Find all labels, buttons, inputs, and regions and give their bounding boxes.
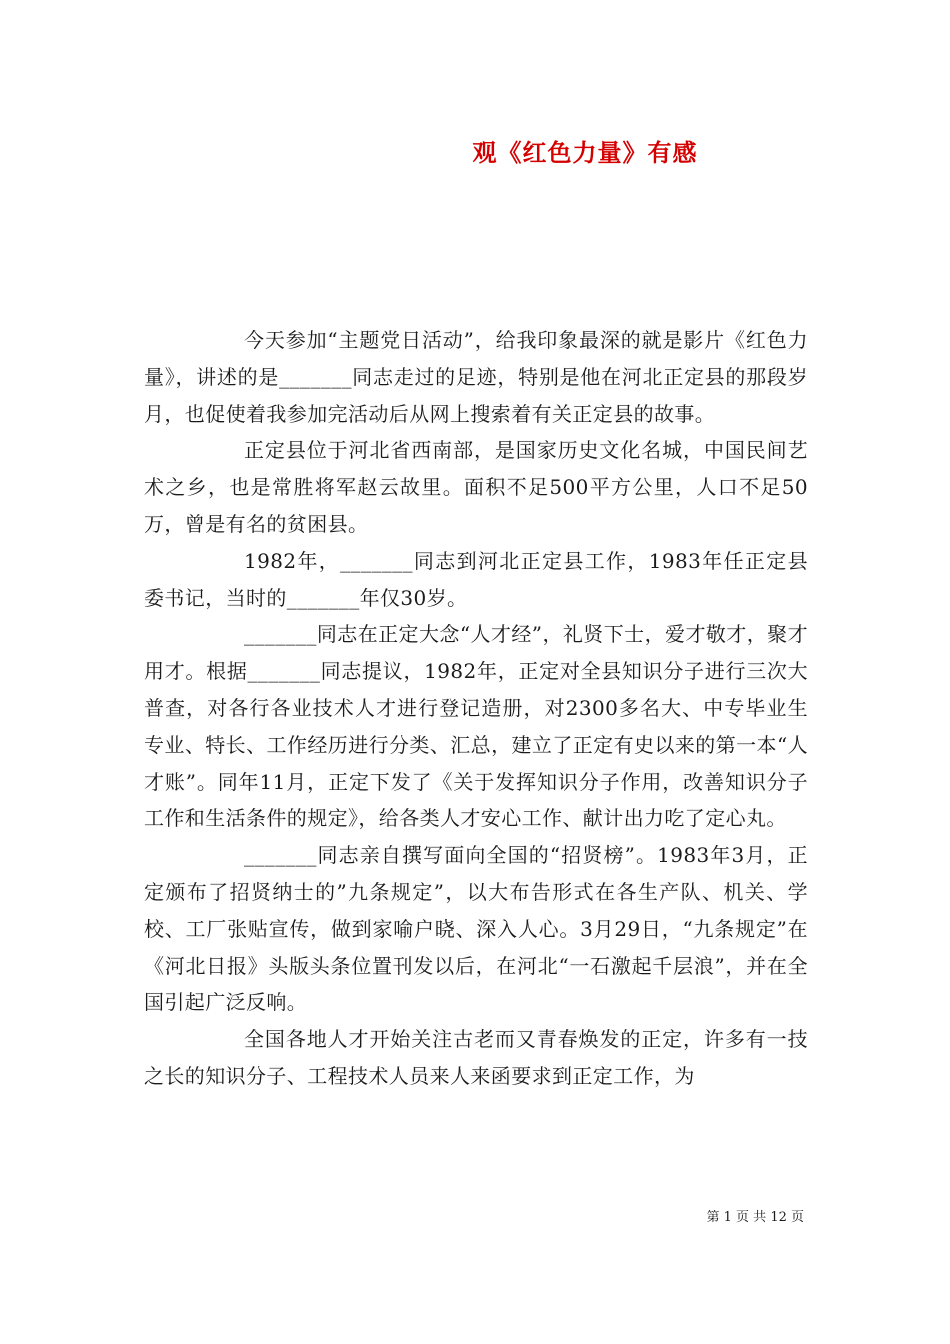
document-body [144,322,808,1095]
document-title: 观《红色力量》有感 [472,138,698,167]
paragraph-2: 正定县位于河北省西南部，是国家历史文化名城，中国民间艺术之乡，也是常胜将军赵云故里。面积不足500平方公里，人口不足50万，曾是有名的贫困县。 [144,438,808,536]
paragraph-5: _______同志亲自撰写面向全国的“招贤榜”。1983年3月，正定颁布了招贤纳士的”九条规定”，以大布告形式在各生产队、机关、学校、工厂张贴宣传，做到家喻户晓、深入人心。3月29日，“九条规定”在《河北日报》头版头条位置刊发以后，在河北“一石激起千层浪”，并在全国引起广泛反响。 [144,843,808,1015]
paragraph-6: 全国各地人才开始关注古老而又青春焕发的正定，许多有一技之长的知识分子、工程技术人员来人来函要求到正定工作，为 [144,1027,808,1088]
paragraph-4: _______同志在正定大念“人才经”，礼贤下士，爱才敬才，聚才用才。根据_______同志提议，1982年，正定对全县知识分子进行三次大普查，对各行各业技术人才进行登记造册，对2300多名大、中专毕业生专业、特长、工作经历进行分类、汇总，建立了正定有史以来的第一本“人才账”。同年11月，正定下发了《关于发挥知识分子作用，改善知识分子工作和生活条件的规定》，给各类人才安心工作、献计出力吃了定心丸。 [144,622,808,831]
page-number-footer: 第 1 页 共 12 页 [706,1210,804,1225]
paragraph-3: 1982年，_______同志到河北正定县工作，1983年任正定县委书记，当时的_______年仅30岁。 [144,548,808,610]
paragraph-1: 今天参加“主题党日活动”，给我印象最深的就是影片《红色力量》，讲述的是_______同志走过的足迹，特别是他在河北正定县的那段岁月，也促使着我参加完活动后从网上搜索着有关正定县的故事。 [144,328,808,426]
